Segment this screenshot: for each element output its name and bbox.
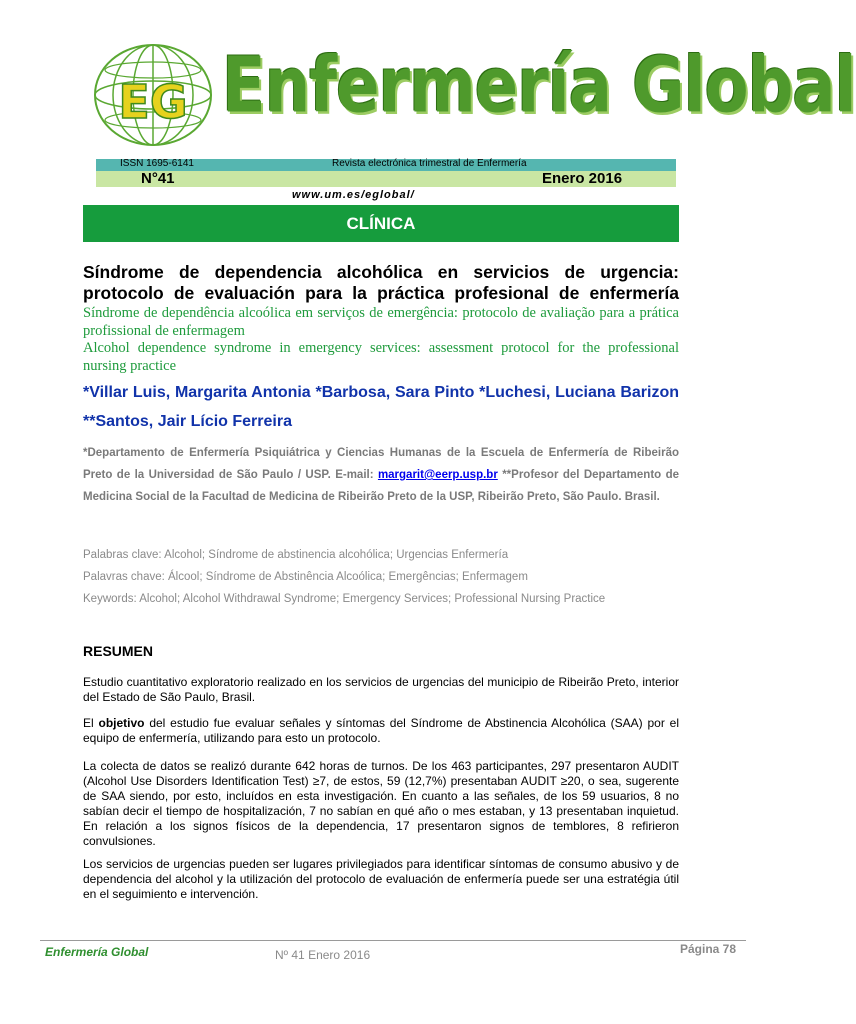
email-link[interactable]: margarit@eerp.usp.br xyxy=(377,469,498,481)
issue-number: N°41 xyxy=(141,170,175,187)
issn: ISSN 1695-6141 xyxy=(120,158,194,169)
section-banner: CLÍNICA xyxy=(83,205,679,242)
footer-divider xyxy=(40,940,746,941)
resumen-paragraph-4: Los servicios de urgencias pueden ser lugares privilegiados para identificar síntomas de consumo abusivo y de dependencia del alcohol y la utilización del protocolo de evaluación de enfermería puede ser una estratégia útil en el seguimiento e intervención. xyxy=(83,857,679,901)
p2-bold: objetivo xyxy=(98,716,145,730)
affiliations xyxy=(83,442,679,508)
article-title-en: Alcohol dependence syndrome in emergency services: assessment protocol for the professional nursing practice xyxy=(83,340,679,374)
resumen-paragraph-3: La colecta de datos se realizó durante 642 horas de turnos. De los 463 participantes, 297 presentaron AUDIT (Alcohol Use Disorders Identification Test) ≥7, de estos, 59 (12,7%) presentaban AUDIT ≥20, o sea, sugerente de SAA siendo, por esto, incluídos en esta investigación. En cuanto a las señales, de los 59 usuarios, 8 no sabían decir el tiempo de hospitalización, 7 no sabían en qué año o mes estaban, y 13 presentaban inquietud. En relación a los signos físicos de la dependencia, 17 presentaron signos de temblores, 8 refirieron convulsiones. xyxy=(83,759,679,848)
footer-logo: Enfermería Global xyxy=(45,945,149,959)
affiliation-text: *Departamento de Enfermería Psiquiátrica y Ciencias Humanas de la Escuela de Enfermería de Ribeirão Preto de la Universidad de São Paulo / USP. E-mail: xyxy=(83,447,679,481)
keywords-en: Keywords: Alcohol; Alcohol Withdrawal Syndrome; Emergency Services; Professional Nursing Practice xyxy=(83,593,606,605)
p2-text: El xyxy=(83,716,99,730)
resumen-paragraph-1: Estudio cuantitativo exploratorio realizado en los servicios de urgencias del municipio de Ribeirão Preto, interior del Estado de São Paulo, Brasil. xyxy=(83,675,679,704)
footer-issue: Nº 41 Enero 2016 xyxy=(275,948,371,962)
authors: *Villar Luis, Margarita Antonia *Barbosa, Sara Pinto *Luchesi, Luciana Barizon **Santos, Jair Lício Ferreira xyxy=(83,384,679,430)
keywords-pt: Palavras chave: Álcool; Síndrome de Abstinência Alcoólica; Emergências; Enfermagem xyxy=(83,571,528,583)
affiliation-text-2: **Profesor del Departamento de Medicina Social de la Facultad de Medicina de Ribeirão Preto de la USP, Ribeirão Preto, São Paulo. Brasil. xyxy=(83,469,679,503)
journal-title: Enfermería Global xyxy=(222,42,856,131)
keywords-es: Palabras clave: Alcohol; Síndrome de abstinencia alcohólica; Urgencias Enfermería xyxy=(83,549,509,561)
article-title-pt: Síndrome de dependência alcoólica em serviços de emergência: protocolo de avaliação para a prática profissional de enfermagem xyxy=(83,305,679,339)
issue-date: Enero 2016 xyxy=(542,170,623,187)
journal-globe-logo xyxy=(88,40,218,150)
resumen-paragraph-2 xyxy=(83,716,679,746)
article-title-es: Síndrome de dependencia alcohólica en servicios de urgencia: protocolo de evaluación para la práctica profesional de enfermería xyxy=(83,262,679,303)
journal-url[interactable]: www.um.es/eglobal/ xyxy=(292,189,415,201)
logo-letters: EG xyxy=(118,75,188,129)
p2-text-2: del estudio fue evaluar señales y síntomas del Síndrome de Abstinencia Alcohólica (SAA) por el equipo de enfermería, utilizando para esto un protocolo. xyxy=(83,716,679,745)
page-number: Página 78 xyxy=(680,942,737,956)
resumen-heading: RESUMEN xyxy=(83,643,154,659)
journal-subtitle: Revista electrónica trimestral de Enfermería xyxy=(332,158,527,169)
